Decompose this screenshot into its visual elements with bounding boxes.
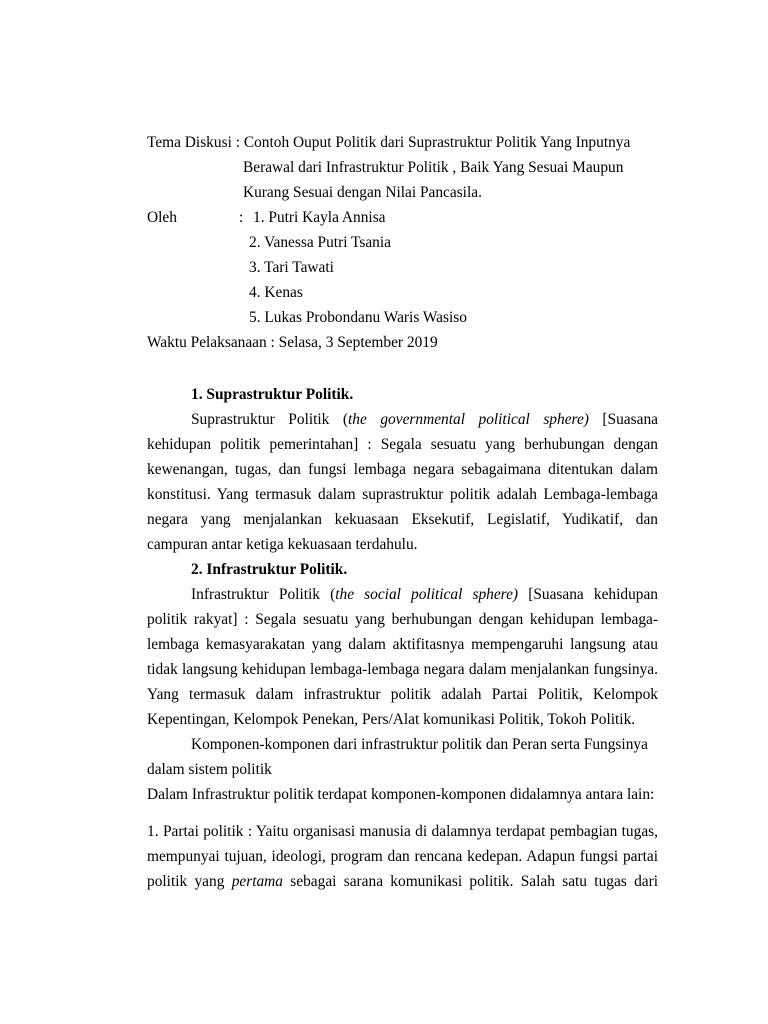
- section1-line-1: kehidupan politik pemerintahan] : Segala sesuatu yang berhubungan dengan: [147, 436, 658, 453]
- section2-text-prefix: Infrastruktur Politik (: [191, 586, 336, 603]
- section2-text-suffix: [Suasana kehidupan: [518, 586, 658, 603]
- section1-text-suffix: [Suasana: [588, 411, 658, 428]
- komponen-line-2: dalam sistem politik: [147, 761, 272, 778]
- section1-line-5: campuran antar ketiga kekuasaan terdahulu.: [147, 536, 418, 553]
- tema-line-1: [147, 133, 630, 153]
- section1-heading: 1. Suprastruktur Politik.: [191, 386, 354, 403]
- oleh-label: Oleh: [147, 209, 177, 226]
- tema-text-3: Kurang Sesuai dengan Nilai Pancasila.: [243, 184, 482, 201]
- section1-line-0: [191, 410, 658, 430]
- section2-text-italic: the social political sphere): [335, 586, 519, 603]
- section2-line-1: politik rakyat] : Segala sesuatu yang berhubungan dengan kehidupan lembaga-: [147, 611, 658, 628]
- section2-line-0: [191, 585, 658, 605]
- partai-line-1: 1. Partai politik : Yaitu organisasi manusia di dalamnya terdapat pembagian tugas,: [147, 823, 658, 840]
- komponen-intro: Dalam Infrastruktur politik terdapat komponen-komponen didalamnya antara lain:: [147, 786, 655, 803]
- member-1: 1. Putri Kayla Annisa: [253, 209, 386, 226]
- member-3: 3. Tari Tawati: [249, 259, 334, 276]
- oleh-colon: :: [239, 209, 244, 226]
- section1-line-2: kewenangan, tugas, dan fungsi lembaga negara sebagaimana ditentukan dalam: [147, 461, 658, 478]
- tema-text-1: Contoh Ouput Politik dari Suprastruktur Politik Yang Inputnya: [243, 134, 631, 151]
- tema-label: Tema Diskusi :: [147, 134, 240, 151]
- section1-text-italic: the governmental political sphere): [348, 411, 589, 428]
- tema-text-2: Berawal dari Infrastruktur Politik , Baik Yang Sesuai Maupun: [243, 159, 624, 176]
- section1-text-prefix: Suprastruktur Politik (: [191, 411, 349, 428]
- section1-line-4: negara yang menjalankan kekuasaan Eksekutif, Legislatif, Yudikatif, dan: [147, 511, 658, 528]
- partai-line-3-suffix: sebagai sarana komunikasi politik. Salah satu tugas dari: [283, 873, 658, 890]
- member-2: 2. Vanessa Putri Tsania: [249, 234, 391, 251]
- section2-heading: 2. Infrastruktur Politik.: [191, 561, 348, 578]
- member-4: 4. Kenas: [249, 284, 303, 301]
- partai-line-2: mempunyai tujuan, ideologi, program dan rencana kedepan. Adapun fungsi partai: [147, 848, 658, 865]
- section2-line-4: Yang termasuk dalam infrastruktur politik adalah Partai Politik, Kelompok: [147, 686, 658, 703]
- section2-line-3: tidak langsung kehidupan lembaga-lembaga negara dalam menjalankan fungsinya.: [147, 661, 658, 678]
- partai-line-3: [147, 872, 658, 892]
- section2-line-2: lembaga kemasyarakatan yang dalam aktifitasnya mempengaruhi langsung atau: [147, 636, 658, 653]
- member-5: 5. Lukas Probondanu Waris Wasiso: [249, 309, 467, 326]
- section2-line-5: Kepentingan, Kelompok Penekan, Pers/Alat komunikasi Politik, Tokoh Politik.: [147, 711, 636, 728]
- waktu-pelaksanaan: Waktu Pelaksanaan : Selasa, 3 September 2019: [147, 334, 438, 351]
- partai-line-3-italic: pertama: [231, 873, 283, 890]
- section1-line-3: konstitusi. Yang termasuk dalam suprastruktur politik adalah Lembaga-lembaga: [147, 486, 658, 503]
- komponen-line-1: Komponen-komponen dari infrastruktur politik dan Peran serta Fungsinya: [191, 736, 648, 753]
- partai-line-3-prefix: politik yang: [147, 873, 232, 890]
